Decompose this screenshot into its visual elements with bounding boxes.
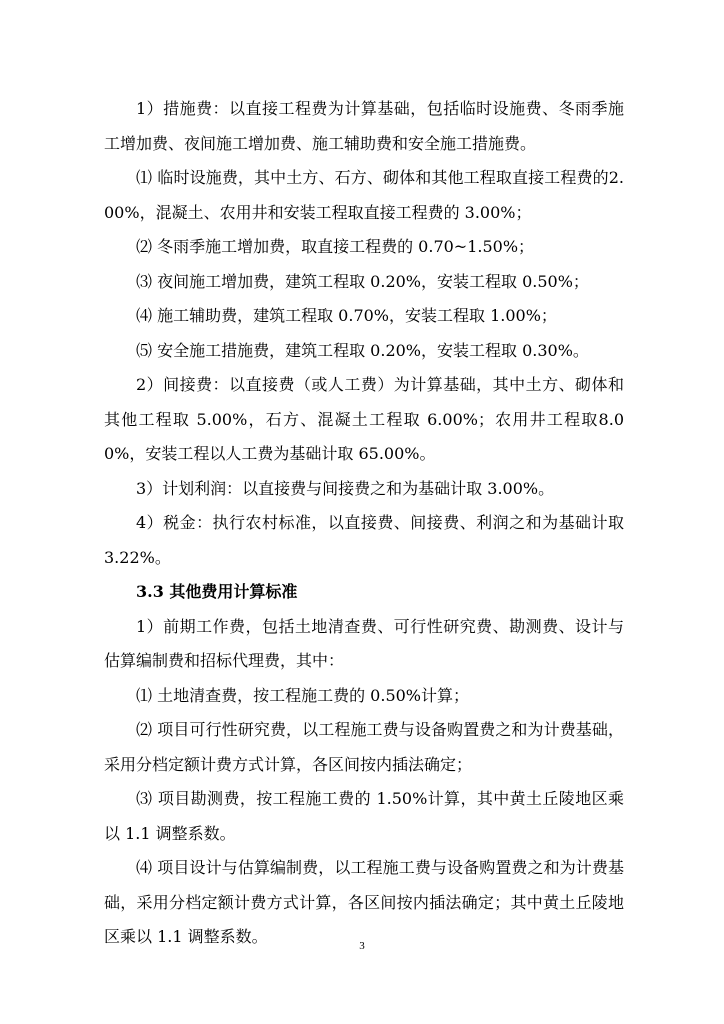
paragraph-design-estimate-fee: ⑷ 项目设计与估算编制费，以工程施工费与设备购置费之和为计费基础，采用分档定额计费方式计算，各区间按内插法确定；其中黄土丘陵地区乘以 1.1 调整系数。 xyxy=(104,858,624,946)
paragraph-winter-rain-fee: ⑵ 冬雨季施工增加费，取直接工程费的 0.70~1.50%； xyxy=(136,237,535,256)
paragraph-night-work-fee: ⑶ 夜间施工增加费，建筑工程取 0.20%，安装工程取 0.50%； xyxy=(136,271,589,291)
paragraph-land-survey-fee: ⑴ 土地清查费，按工程施工费的 0.50%计算； xyxy=(136,685,470,705)
paragraph-measures-fee: 1）措施费：以直接工程费为计算基础，包括临时设施费、冬雨季施工增加费、夜间施工增加费、施工辅助费和安全施工措施费。 xyxy=(104,99,624,153)
paragraph-planned-profit: 3）计划利润：以直接费与间接费之和为基础计取 3.00%。 xyxy=(136,478,555,498)
paragraph-safety-fee: ⑸ 安全施工措施费，建筑工程取 0.20%，安装工程取 0.30%。 xyxy=(136,340,589,360)
paragraph-preliminary-work-fee: 1）前期工作费，包括土地清查费、可行性研究费、勘测费、设计与估算编制费和招标代理费，其中： xyxy=(104,616,624,670)
paragraph-tax: 4）税金：执行农村标准，以直接费、间接费、利润之和为基础计取 3.22%。 xyxy=(104,513,624,567)
section-heading: 3.3 其他费用计算标准 xyxy=(136,582,298,601)
paragraph-temporary-facilities: ⑴ 临时设施费，其中土方、石方、砌体和其他工程取直接工程费的2.00%，混凝土、农用井和安装工程取直接工程费的 3.00%； xyxy=(104,168,624,222)
paragraph-auxiliary-fee: ⑷ 施工辅助费，建筑工程取 0.70%，安装工程取 1.00%； xyxy=(136,306,557,325)
document-body xyxy=(104,92,624,955)
page-number: 3 xyxy=(359,940,365,952)
paragraph-feasibility-study-fee: ⑵ 项目可行性研究费，以工程施工费与设备购置费之和为计费基础，采用分档定额计费方式计算，各区间按内插法确定； xyxy=(104,720,624,774)
paragraph-indirect-fee: 2）间接费：以直接费（或人工费）为计算基础，其中土方、砌体和其他工程取 5.00%，石方、混凝土工程取 6.00%；农用井工程取8.00%，安装工程以人工费为基础计取 65.00%。 xyxy=(104,375,624,463)
paragraph-exploration-fee: ⑶ 项目勘测费，按工程施工费的 1.50%计算，其中黄土丘陵地区乘以 1.1 调整系数。 xyxy=(104,789,624,843)
